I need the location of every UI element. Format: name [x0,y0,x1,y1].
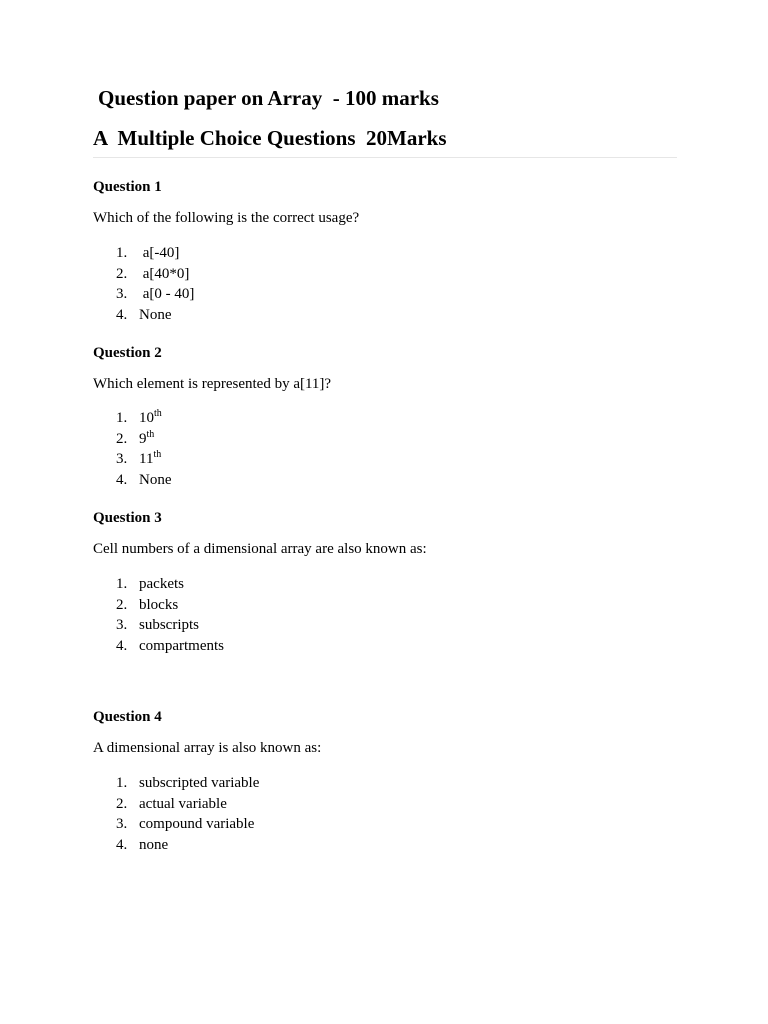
option-number: 2. [116,795,128,812]
option-text: blocks [139,596,179,613]
question-heading: Question 4 [93,709,162,725]
option-item [93,264,190,285]
option-number: 4. [116,836,128,853]
option-text: actual variable [139,795,227,812]
options-list [93,773,260,855]
question-heading: Question 3 [93,510,162,526]
option-item [93,449,162,470]
option-item [93,408,162,429]
option-number: 4. [116,637,128,654]
question-text: A dimensional array is also known as: [93,740,322,756]
question-heading: Question 2 [93,345,162,361]
option-text: subscripts [139,617,199,633]
question-text: Which of the following is the correct usage? [93,210,360,226]
options-list [93,243,195,325]
options-list [93,574,224,656]
option-item [93,615,199,636]
option-text: a[0 - 40] [139,286,195,302]
question-text: Which element is represented by a[11]? [93,376,332,392]
option-number: 4. [116,471,128,488]
ordinal-suffix: th [153,449,162,460]
option-text: a[-40] [139,245,180,261]
option-value: 11 [139,451,154,467]
option-item [93,428,155,450]
option-item [93,243,180,264]
option-number: 1. [116,775,128,791]
option-text: none [139,836,169,853]
option-text: a[40*0] [139,265,190,282]
option-number: 4. [116,306,128,323]
option-text [139,429,154,450]
paper-title: Question paper on Array - 100 marks [98,86,439,110]
option-item [93,835,169,856]
option-item [93,574,184,595]
option-item [93,595,179,616]
option-value: 9 [139,430,147,447]
option-number: 1. [116,576,128,592]
options-list [93,408,172,490]
option-item [93,794,227,815]
option-number: 1. [116,245,128,261]
question-heading: Question 1 [93,179,162,195]
option-text: None [139,471,172,488]
option-item [93,284,195,305]
option-number: 3. [116,816,128,832]
question-text: Cell numbers of a dimensional array are also known as: [93,541,427,557]
section-heading: A Multiple Choice Questions 20Marks [93,126,447,150]
option-number: 2. [116,265,128,282]
option-item [93,470,172,491]
option-number: 3. [116,286,128,302]
option-item [93,636,224,657]
option-number: 3. [116,451,128,467]
option-number: 2. [116,596,128,613]
option-text: compound variable [139,816,255,832]
option-text: compartments [139,637,224,654]
option-number: 3. [116,617,128,633]
option-item [93,814,255,835]
option-value: 10 [139,410,154,426]
option-item [93,305,172,326]
section-divider [93,157,677,158]
option-text [139,408,162,429]
ordinal-suffix: th [146,428,155,440]
option-text: None [139,306,172,323]
ordinal-suffix: th [154,408,162,419]
option-number: 1. [116,410,128,426]
option-number: 2. [116,430,128,447]
option-text: packets [139,576,184,592]
option-text [139,449,161,470]
option-item [93,773,260,794]
option-text: subscripted variable [139,775,260,791]
